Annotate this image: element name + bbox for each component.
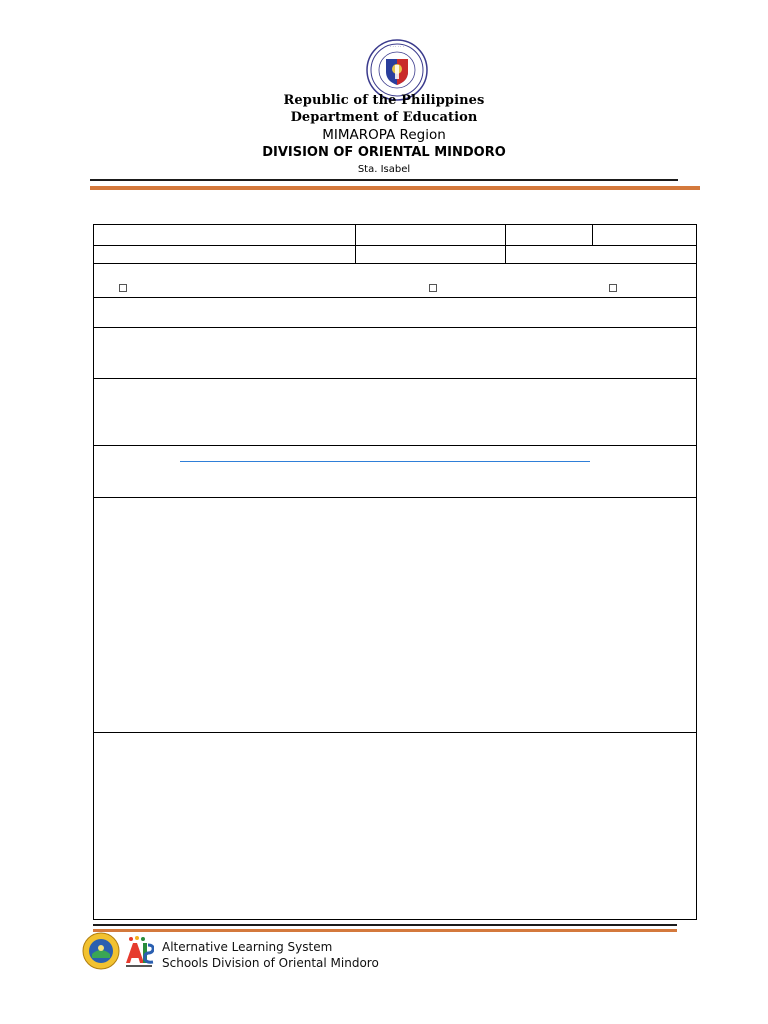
row-divider [94,245,696,246]
cell-divider [592,225,593,245]
form-table [93,224,697,920]
district-line: Sta. Isabel [357,164,411,175]
footer-line-1: Alternative Learning System [162,940,333,954]
row-divider [94,732,696,733]
row-divider [94,378,696,379]
header-rule-orange [90,186,700,190]
deped-seal-icon [366,39,428,101]
region-line: MIMAROPA Region [322,127,446,143]
row-divider [94,297,696,298]
checkbox-option-1[interactable] [119,284,127,292]
cell-divider [505,225,506,263]
als-logo-icon [124,935,154,971]
cell-divider [355,225,356,263]
row-divider [94,263,696,264]
row-divider [94,327,696,328]
row-divider [94,497,696,498]
footer-rule-orange [93,929,677,932]
republic-line: Republic of the Philippines [283,93,485,108]
checkbox-option-3[interactable] [609,284,617,292]
svg-text:· · · · · ·: · · · · · · [390,44,404,49]
underline-field[interactable] [180,461,590,462]
sdo-seal-icon [82,932,120,970]
department-line: Department of Education [290,110,478,125]
header-rule-dark [90,179,678,181]
row-divider [94,445,696,446]
footer-rule-dark [93,924,677,926]
footer-line-2: Schools Division of Oriental Mindoro [162,956,379,970]
checkbox-option-2[interactable] [429,284,437,292]
division-line: DIVISION OF ORIENTAL MINDORO [262,145,506,160]
